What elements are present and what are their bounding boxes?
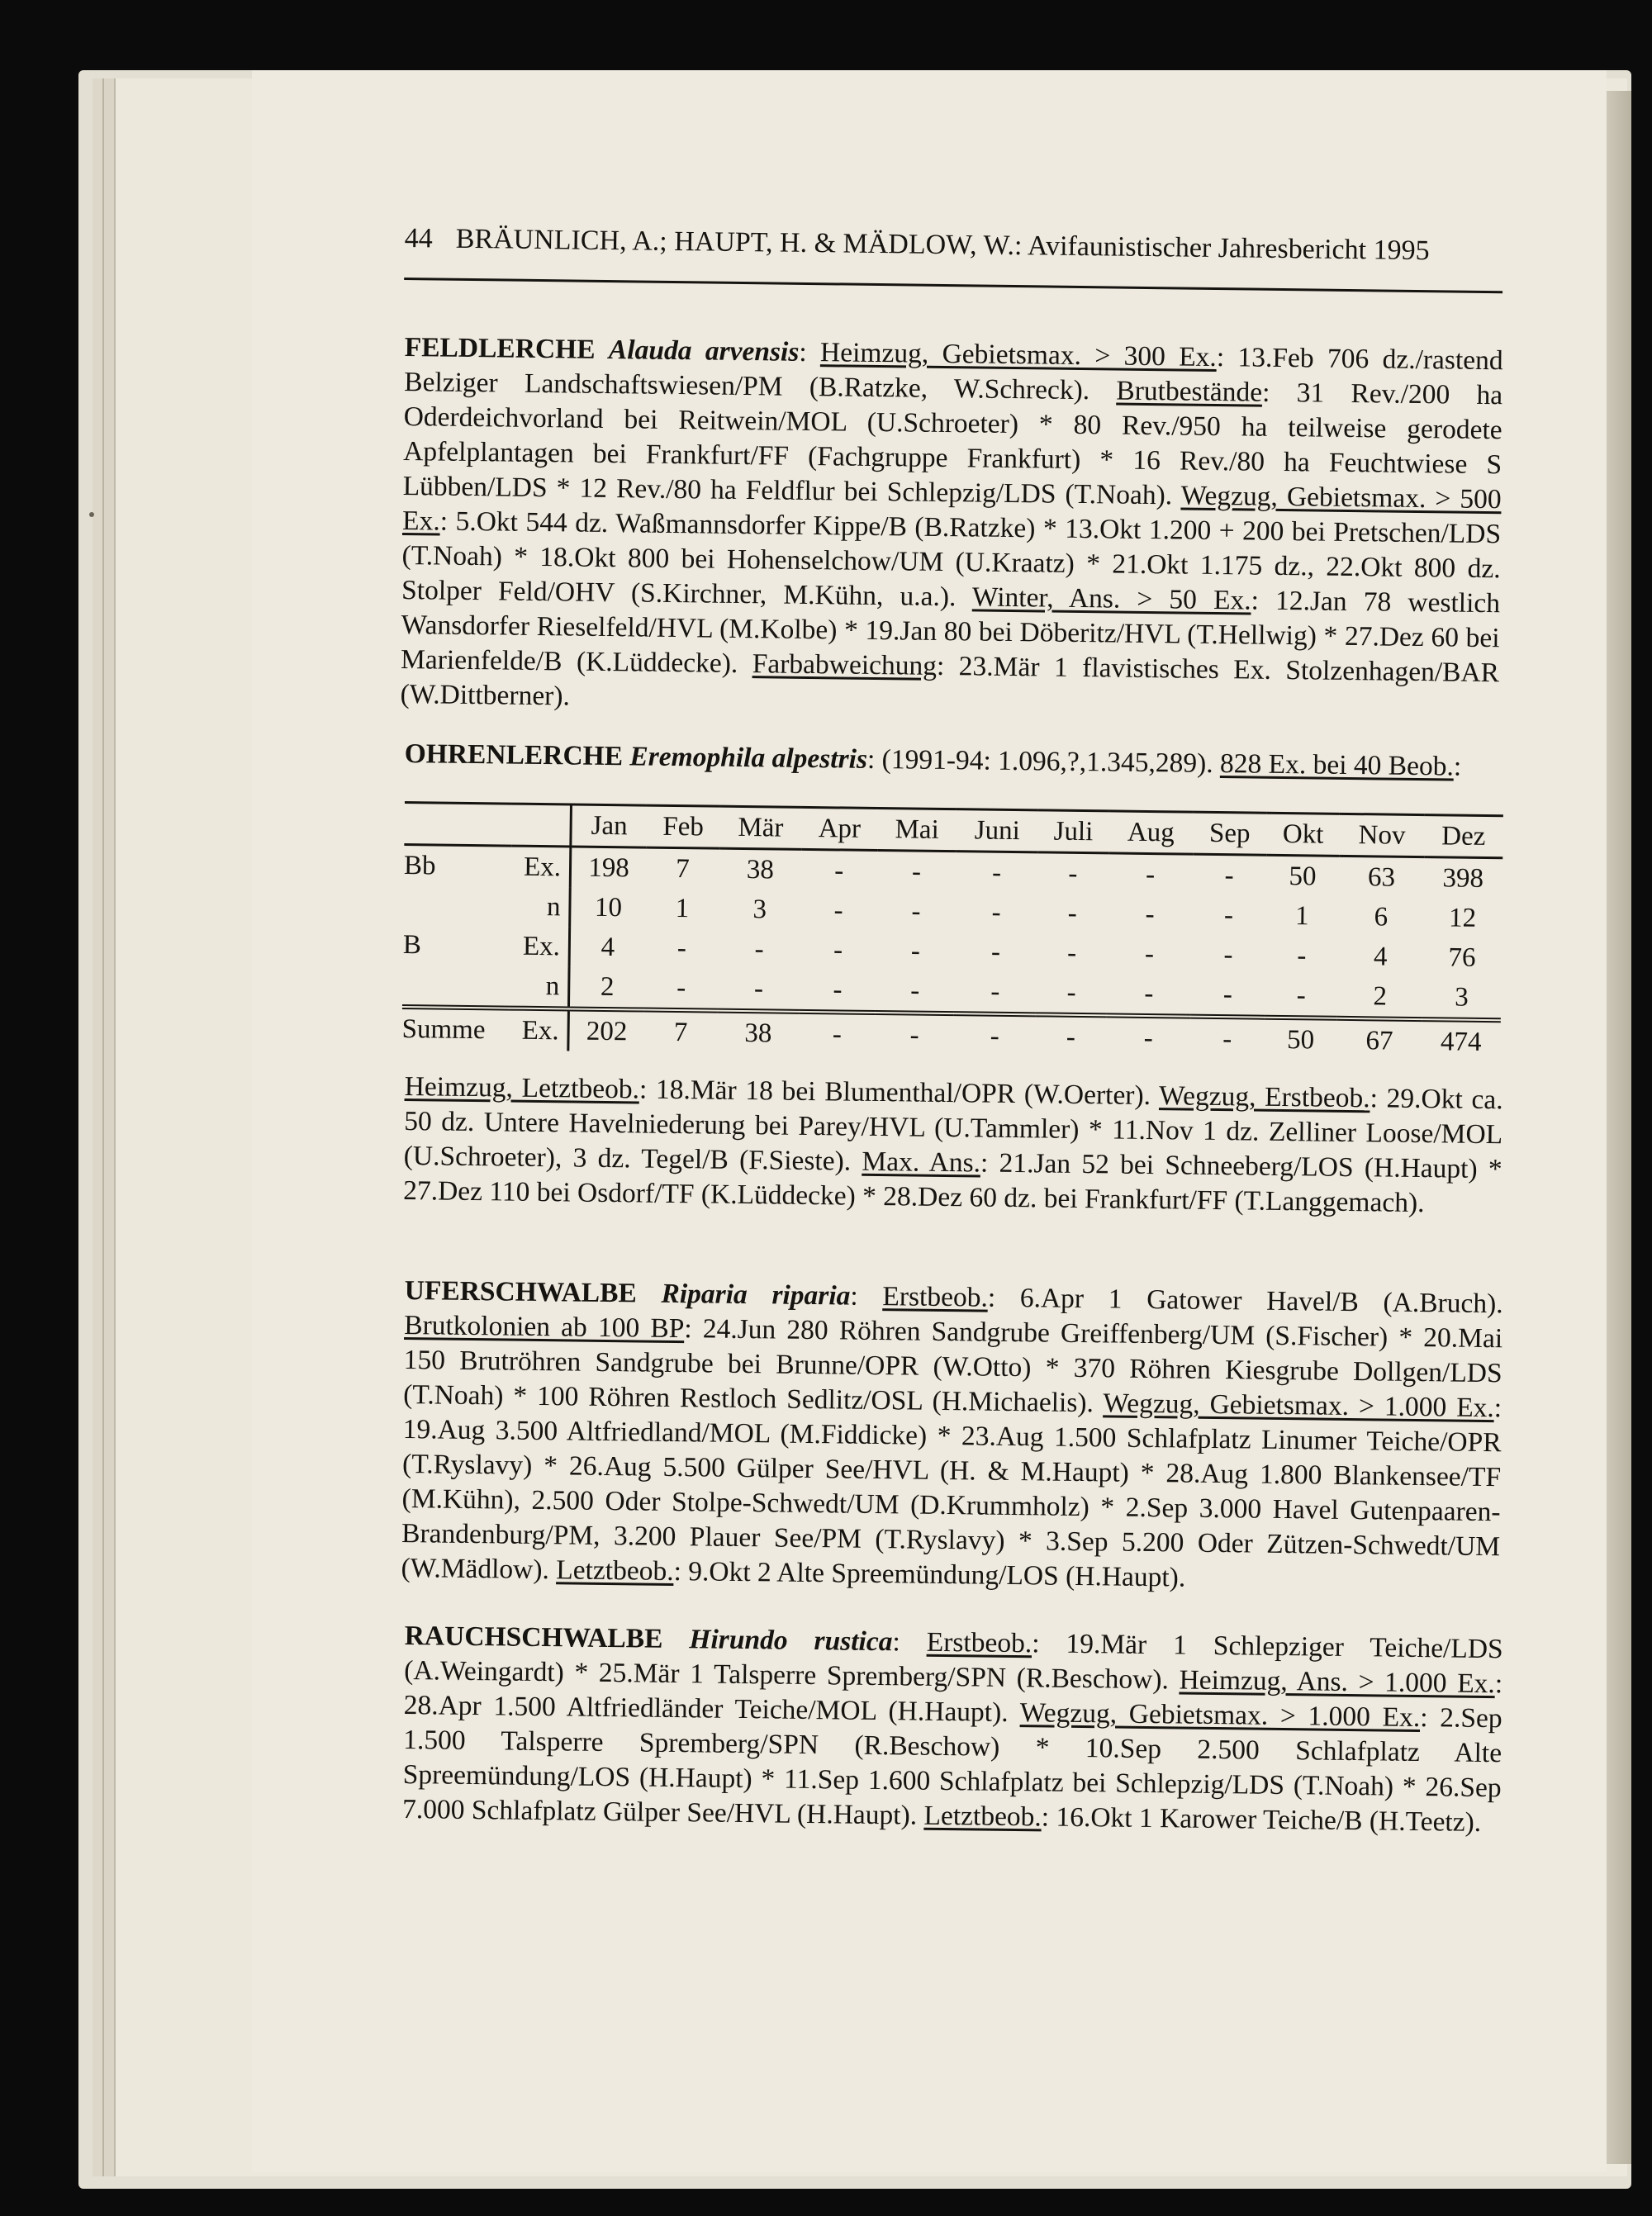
value-cell: - (753, 973, 764, 1004)
species-latin: Hirundo rustica (689, 1624, 893, 1658)
value-cell: 3 (752, 894, 767, 924)
value-cell: - (1222, 979, 1233, 1009)
ohrenlerche-monthly-table (401, 801, 1503, 1062)
unit-cell: Ex. (511, 846, 571, 887)
month-header: Nov (1340, 814, 1425, 857)
entry-text: : 2.Sep 1.500 Talsperre Spremberg/SPN (R.Beschow) * 10.Sep 2.500 Schlafplatz Alte Spreemündung/LOS (H.Haupt) * 11.Sep 1.600 Schlafplatz bei Schlepzig/LDS (T.Noah) * 26.Sep 7.000 Schlafplatz Gülper See/HVL (H.Haupt). (401, 1702, 1502, 1831)
entry-text: : 23.Mär 1 flavistisches Ex. Stolzenhagen/BAR (W.Dittberner). (400, 650, 1500, 712)
value-cell: - (910, 975, 920, 1006)
value-cell: 3 (1454, 982, 1469, 1013)
unit-cell: Ex. (509, 1008, 568, 1051)
month-header: Feb (646, 805, 719, 848)
value-cell: - (1297, 940, 1307, 970)
entry-text: : 9.Okt 2 Alte Spreemündung/LOS (H.Haupt). (673, 1556, 1186, 1593)
value-cell: 7 (643, 1010, 717, 1053)
entry-text: : 13.Feb 706 dz./rastend Belziger Landschaftswiesen/PM (B.Ratzke, W.Schreck). (404, 342, 1503, 406)
value-cell: - (1066, 977, 1076, 1008)
value-cell: - (833, 934, 843, 965)
value-cell: 38 (717, 1011, 799, 1054)
month-header: Okt (1266, 813, 1340, 856)
entry-text: : 16.Okt 1 Karower Teiche/B (H.Teetz). (1041, 1801, 1482, 1838)
value-cell: - (1067, 898, 1077, 928)
value-cell: 6 (1374, 901, 1389, 932)
species-latin: Alauda arvensis (608, 335, 800, 368)
value-cell: - (1106, 1015, 1191, 1058)
value-cell: 202 (568, 1008, 644, 1051)
value-cell: 67 (1337, 1018, 1422, 1061)
value-cell: - (1144, 938, 1155, 969)
value-cell: 1 (1294, 900, 1309, 931)
region-cell: B (402, 929, 422, 960)
paper-speck (89, 512, 94, 517)
entry-text: : 12.Jan 78 westlich Wansdorfer Rieselfeld/HVL (M.Kolbe) * 19.Jan 80 bei Döberitz/HVL (T.Hellwig) * 27.Dez 60 bei Marienfelde/B (K.Lüddecke). (400, 585, 1501, 680)
category-label: Erstbeob. (882, 1281, 989, 1313)
value-cell: - (954, 1013, 1036, 1056)
value-cell: 398 (1442, 862, 1484, 894)
month-header: Mai (877, 808, 957, 851)
category-label: Erstbeob. (926, 1626, 1032, 1659)
entry-ohrenlerche-details (403, 1070, 1503, 1222)
month-header: Aug (1108, 811, 1194, 854)
entry-feldlerche: FELDLERCHE Alauda arvensis: Heimzug, Gebietsmax. > 300 Ex.: 13.Feb 706 dz./rastend Belziger Landschaftswiesen/PM (B.Ratzke, W.Schreck). Brutbestände: 31 Rev./200 ha Oderdeichvorland bei Reitwein/MOL (U.Schroeter) * 80 Rev./950 ha teilweise gerodete Apfelplantagen bei Frankfurt/FF (Fachgruppe Frankfurt) * 16 Rev./80 ha Feuchtwiese S Lübben/LDS * 12 Rev./80 ha Feldflur bei Schlepzig/LDS (T.Noah). Wegzug, Gebietsmax. > 500 Ex.: 5.Okt 544 dz. Waßmannsdorfer Kippe/B (B.Ratzke) * 13.Okt 1.200 + 200 bei Pretschen/LDS (T.Noah) * 18.Okt 800 bei Hohenselchow/UM (U.Kraatz) * 21.Okt 1.175 dz., 22.Okt 800 dz. Stolper Feld/OHV (S.Kirchner, M.Kühn, u.a.). Winter, Ans. > 50 Ex.: 12.Jan 78 westlich Wansdorfer Rieselfeld/HVL (M.Kolbe) * 19.Jan 80 bei Döberitz/HVL (T.Hellwig) * 27.Dez 60 bei Marienfelde/B (K.Lüddecke). Farbabweichung: 23.Mär 1 flavistisches Ex. Stolzenhagen/BAR (W.Dittberner). (400, 331, 1503, 712)
entry-text: : (1991-94: 1.096,?,1.345,289). (866, 743, 1221, 780)
category-label: Wegzug, Gebietsmax. > 500 Ex. (401, 480, 1502, 537)
value-cell: - (1223, 899, 1234, 930)
month-header: Jan (571, 804, 647, 847)
value-cell: - (991, 857, 1002, 888)
value-cell: - (910, 936, 921, 966)
value-cell: - (875, 1013, 954, 1056)
category-label: Letztbeob. (556, 1554, 674, 1587)
species-latin: Riparia riparia (661, 1278, 851, 1312)
value-cell: - (1145, 859, 1156, 890)
entry-text: : 19.Mär 1 Schlepziger Teiche/LDS (A.Weingardt) * 25.Mär 1 Talsperre Spremberg/SPN (R.Beschow). (404, 1628, 1503, 1696)
species-latin: Eremophila alpestris (629, 741, 868, 775)
entry-text: : 21.Jan 52 bei Schneeberg/LOS (H.Haupt) * 27.Dez 110 bei Osdorf/TF (K.Lüddecke) * 28.Dez 60 dz. bei Frankfurt/FF (T.Langgemach). (402, 1147, 1502, 1219)
value-cell: 198 (588, 852, 630, 883)
entry-text: : 6.Apr 1 Gatower Havel/B (A.Bruch). (987, 1282, 1503, 1320)
entry-text: : 29.Okt ca. 50 dz. Untere Havelniederung bei Parey/HVL (U.Tammler) * 11.Nov 1 dz. Zelliner Loose/MOL (U.Schroeter), 3 dz. Tegel/B (F.Sieste). (403, 1083, 1503, 1177)
category-label: Letztbeob. (923, 1800, 1042, 1833)
page-number: 44 (404, 223, 433, 254)
value-cell: 2 (600, 971, 615, 1002)
value-cell: 38 (746, 854, 775, 885)
value-cell: - (1223, 939, 1233, 970)
month-header: Sep (1193, 812, 1266, 855)
value-cell: - (1144, 978, 1154, 1008)
species-name: FELDLERCHE (404, 331, 596, 365)
entry-text: : 5.Okt 544 dz. Waßmannsdorfer Kippe/B (B.Ratzke) * 13.Okt 1.200 + 200 bei Pretschen/LDS (T.Noah) * 18.Okt 800 bei Hohenselchow/UM (U.Kraatz) * 21.Okt 1.175 dz., 22.Okt 800 dz. Stolper Feld/OHV (S.Kirchner, M.Kühn, u.a.). (401, 505, 1502, 613)
entry-uferschwalbe: UFERSCHWALBE Riparia riparia: Erstbeob.: 6.Apr 1 Gatower Havel/B (A.Bruch). Brutkolonien ab 100 BP: 24.Jun 280 Röhren Sandgrube Greiffenberg/UM (S.Fischer) * 20.Mai 150 Brutröhren Sandgrube bei Brunne/OPR (W.Otto) * 370 Röhren Kiesgrube Dollgen/LDS (T.Noah) * 100 Röhren Restloch Sedlitz/OSL (H.Michaelis). Wegzug, Gebietsmax. > 1.000 Ex.: 19.Aug 3.500 Altfriedland/MOL (M.Fiddicke) * 23.Aug 1.500 Schlafplatz Linumer Teiche/OPR (T.Ryslavy) * 26.Aug 5.500 Gülper See/HVL (H. & M.Haupt) * 28.Aug 1.800 Blankensee/TF (M.Kühn), 2.500 Oder Stolpe-Schwedt/UM (D.Krummholz) * 2.Sep 3.000 Havel Gutenpaaren-Brandenburg/PM, 3.200 Plauer See/PM (T.Ryslavy) * 3.Sep 5.200 Oder Zützen-Schwedt/UM (W.Mädlow). Letztbeob.: 9.Okt 2 Alte Spreemündung/LOS (H.Haupt). (401, 1274, 1503, 1593)
value-cell: 2 (1373, 980, 1388, 1012)
category-label: Farbabweichung (752, 648, 938, 681)
value-cell: 12 (1448, 902, 1477, 933)
category-label: Max. Ans. (862, 1146, 981, 1179)
category-label: Heimzug, Letztbeob. (404, 1070, 640, 1105)
species-name: OHRENLERCHE (404, 738, 624, 772)
value-cell: 50 (1289, 861, 1317, 891)
unit-cell: n (510, 966, 569, 1009)
category-label: 828 Ex. bei 40 Beob. (1219, 748, 1455, 782)
value-cell: - (991, 897, 1001, 928)
value-cell: 50 (1264, 1018, 1337, 1061)
value-cell: 63 (1367, 861, 1396, 893)
entry-text: : 18.Mär 18 bei Blumenthal/OPR (W.Oerter). (638, 1074, 1160, 1112)
value-cell: 1 (675, 893, 690, 923)
region-cell: Summe (401, 1007, 510, 1051)
month-header: Juli (1037, 810, 1108, 853)
entry-rauchschwalbe: RAUCHSCHWALBE Hirundo rustica: Erstbeob.: 19.Mär 1 Schlepziger Teiche/LDS (A.Weingardt) * 25.Mär 1 Talsperre Spremberg/SPN (R.Beschow). Heimzug, Ans. > 1.000 Ex.: 28.Apr 1.500 Altfriedländer Teiche/MOL (H.Haupt). Wegzug, Gebietsmax. > 1.000 Ex.: 2.Sep 1.500 Talsperre Spremberg/SPN (R.Beschow) * 10.Sep 2.500 Schlafplatz Alte Spreemündung/LOS (H.Haupt) * 11.Sep 1.600 Schlafplatz bei Schlepzig/LDS (T.Noah) * 26.Sep 7.000 Schlafplatz Gülper See/HVL (H.Haupt). Letztbeob.: 16.Okt 1 Karower Teiche/B (H.Teetz). (401, 1620, 1503, 1838)
value-cell: - (1190, 1017, 1264, 1060)
value-cell: - (833, 974, 843, 1004)
value-cell: - (1066, 937, 1077, 968)
value-cell: - (1224, 860, 1234, 890)
category-label: Heimzug, Ans. > 1.000 Ex. (1179, 1664, 1496, 1700)
table-body (401, 844, 1502, 1062)
value-cell: - (990, 976, 1000, 1007)
value-cell: - (799, 1012, 876, 1055)
value-cell: - (754, 933, 764, 964)
value-cell: 7 (676, 853, 690, 884)
category-label: Wegzug, Erstbeob. (1158, 1080, 1370, 1114)
value-cell: 4 (1373, 941, 1388, 972)
value-cell: - (1068, 858, 1078, 889)
region-cell (403, 885, 511, 927)
value-cell: - (911, 857, 922, 887)
entry-text: : 24.Jun 280 Röhren Sandgrube Greiffenberg/UM (S.Fischer) * 20.Mai 150 Brutröhren Sandgrube bei Brunne/OPR (W.Otto) * 370 Röhren Kiesgrube Dollgen/LDS (T.Noah) * 100 Röhren Restloch Sedlitz/OSL (H.Michaelis). (402, 1313, 1503, 1419)
month-header: Apr (801, 807, 878, 850)
category-label: Brutbestände (1116, 375, 1263, 408)
category-label: Wegzug, Gebietsmax. > 1.000 Ex. (1103, 1388, 1495, 1424)
entry-text: : 19.Aug 3.500 Altfriedland/MOL (M.Fiddicke) * 23.Aug 1.500 Schlafplatz Linumer Teiche/OPR (T.Ryslavy) * 26.Aug 5.500 Gülper See/HVL (H. & M.Haupt) * 28.Aug 1.800 Blankensee/TF (M.Kühn), 2.500 Oder Stolpe-Schwedt/UM (D.Krummholz) * 2.Sep 3.000 Havel Gutenpaaren-Brandenburg/PM, 3.200 Plauer See/PM (T.Ryslavy) * 3.Sep 5.200 Oder Zützen-Schwedt/UM (W.Mädlow). (401, 1393, 1502, 1586)
value-cell: - (1145, 899, 1155, 929)
month-header: Dez (1424, 815, 1503, 858)
value-cell: 10 (594, 892, 623, 923)
value-cell: - (834, 855, 844, 885)
value-cell: - (911, 896, 921, 927)
category-label: Brutkolonien ab 100 BP (404, 1309, 685, 1345)
value-cell: - (1296, 980, 1306, 1010)
region-cell: Bb (403, 850, 436, 880)
category-label: Heimzug, Gebietsmax. > 300 Ex. (819, 337, 1218, 373)
running-title: BRÄUNLICH, A.; HAUPT, H. & MÄDLOW, W.: Avifaunistischer Jahresbericht 1995 (455, 223, 1430, 267)
unit-cell: n (510, 887, 570, 928)
value-cell: - (833, 894, 843, 925)
value-cell: 474 (1422, 1019, 1501, 1062)
entry-ohrenlerche-intro: OHRENLERCHE Eremophila alpestris: (1991-94: 1.096,?,1.345,289). 828 Ex. bei 40 Beob.: (404, 738, 1462, 782)
region-cell (402, 965, 510, 1008)
entry-text: : 31 Rev./200 ha Oderdeichvorland bei Reitwein/MOL (U.Schroeter) * 80 Rev./950 ha teilweise gerodete Apfelplantagen bei Frankfurt/FF (Fachgruppe Frankfurt) * 16 Rev./80 ha Feuchtwiese S Lübben/LDS * 12 Rev./80 ha Feldflur bei Schlepzig/LDS (T.Noah). (402, 377, 1503, 511)
month-header: Mär (719, 806, 801, 849)
value-cell: 4 (601, 932, 615, 962)
value-cell: - (676, 932, 687, 963)
entry-text: : 28.Apr 1.500 Altfriedländer Teiche/MOL (H.Haupt). (403, 1668, 1503, 1729)
species-name: UFERSCHWALBE (404, 1274, 638, 1309)
value-cell: 76 (1448, 942, 1476, 973)
month-header: Juni (957, 809, 1038, 852)
value-cell: - (990, 937, 1001, 967)
unit-cell: Ex. (510, 927, 570, 967)
value-cell: - (676, 972, 686, 1003)
species-name: RAUCHSCHWALBE (404, 1620, 663, 1654)
value-cell: - (1035, 1014, 1106, 1057)
category-label: Winter, Ans. > 50 Ex. (971, 581, 1251, 616)
category-label: Wegzug, Gebietsmax. > 1.000 Ex. (1019, 1697, 1421, 1734)
